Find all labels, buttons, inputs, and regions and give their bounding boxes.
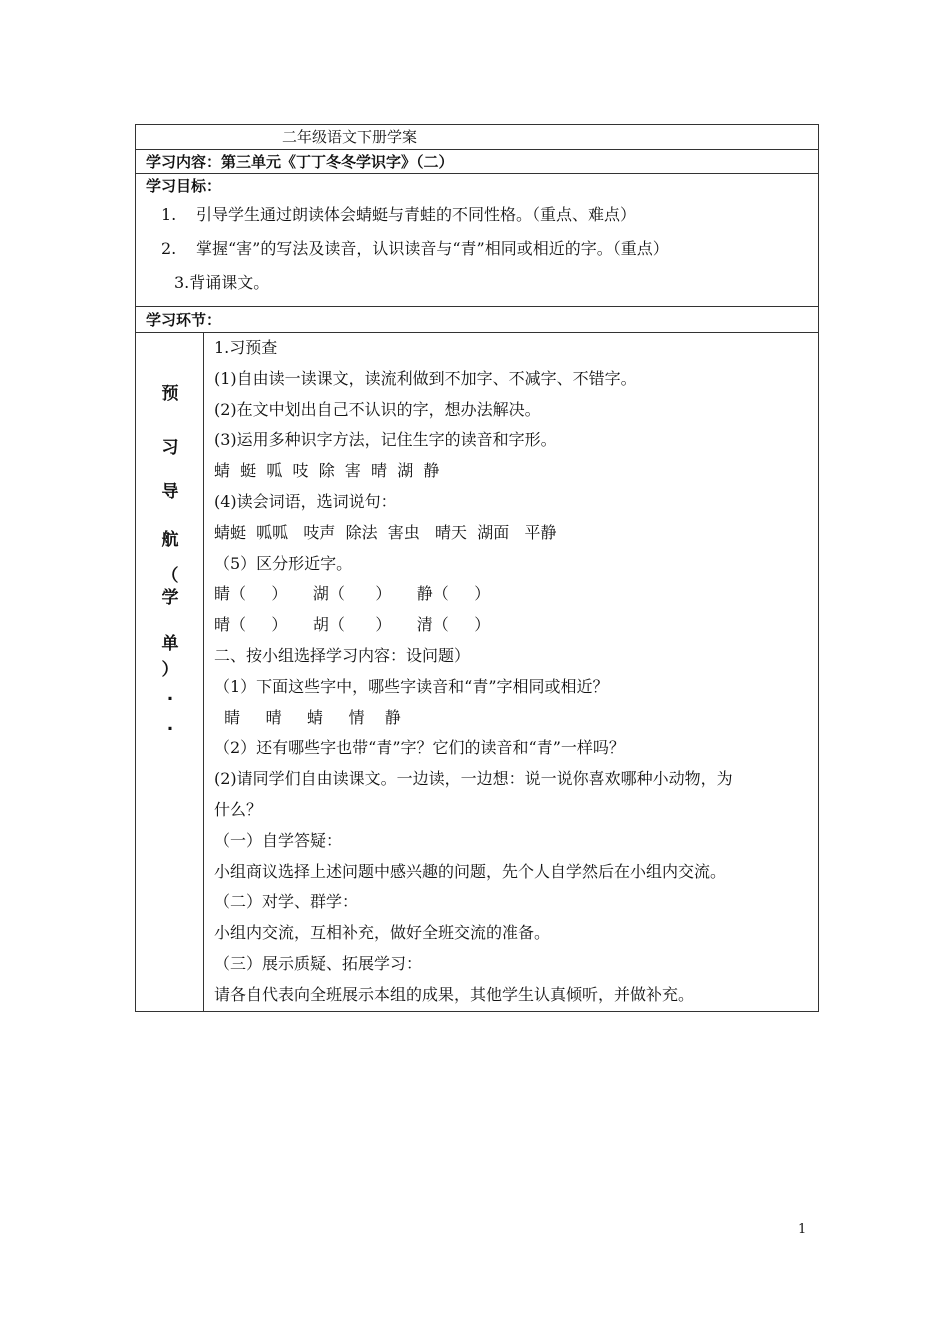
body-line: 晴（ ） 胡（ ） 清（ ） <box>214 615 491 635</box>
goal-text: 引导学生通过朗读体会蜻蜓与青蛙的不同性格。（重点、难点） <box>196 205 637 224</box>
body-line: 什么？ <box>214 799 263 819</box>
body-line: 小组商议选择上述问题中感兴趣的问题，先个人自学然后在小组内交流。 <box>214 861 727 881</box>
side-label-char: . <box>166 685 174 705</box>
goal-text: 掌握“害”的写法及读音，认识读音与“青”相同或相近的字。（重点） <box>196 239 669 258</box>
side-label-char: 单 <box>161 634 179 654</box>
goal-number: 1. <box>161 205 177 224</box>
steps-heading: 学习环节： <box>136 307 818 333</box>
side-label-char: 预 <box>161 384 179 404</box>
side-label <box>136 333 204 1011</box>
learning-content: 学习内容：第三单元《丁丁冬冬学识字》（二） <box>136 150 818 174</box>
body-line: （1）下面这些字中，哪些字读音和“青”字相同或相近？ <box>214 676 609 696</box>
body-line: （二）对学、群学： <box>214 892 359 912</box>
body-line: 蜻蜓 呱呱 吱声 除法 害虫 晴天 湖面 平静 <box>214 522 557 542</box>
goal-item <box>146 266 808 300</box>
body-line: (2)在文中划出自己不认识的字，想办法解决。 <box>214 399 541 419</box>
body-line: 小组内交流，互相补充，做好全班交流的准备。 <box>214 923 551 943</box>
body-line: 二、按小组选择学习内容：设问题） <box>214 645 471 665</box>
body-line: (3)运用多种识字方法，记住生字的读音和字形。 <box>214 430 557 450</box>
goal-item <box>146 198 808 232</box>
steps-body <box>204 333 818 1011</box>
body-line: （一）自学答疑： <box>214 830 343 850</box>
side-label-char: 航 <box>161 530 179 550</box>
side-label-char: 习 <box>161 438 179 458</box>
goal-number: 2. <box>161 239 177 258</box>
goals-heading: 学习目标： <box>146 177 222 195</box>
lesson-plan-table <box>135 124 819 1012</box>
body-line: 1.习预查 <box>214 338 278 357</box>
side-label-char: （ <box>161 566 179 586</box>
body-line: (4)读会词语，选词说句： <box>214 491 397 511</box>
body-line: （5）区分形近字。 <box>214 553 353 573</box>
side-label-char: 导 <box>161 482 179 502</box>
document-title: 二年级语文下册学案 <box>136 125 818 150</box>
page-number: 1 <box>798 1222 807 1237</box>
body-line: (1)自由读一读课文，读流利做到不加字、不减字、不错字。 <box>214 368 637 388</box>
body-line: (2)请同学们自由读课文。一边读，一边想：说一说你喜欢哪种小动物，为 <box>214 769 733 789</box>
goal-item <box>146 232 808 266</box>
body-line: 请各自代表向全班展示本组的成果，其他学生认真倾听，并做补充。 <box>214 984 695 1004</box>
side-label-char: . <box>166 715 174 735</box>
body-line: （2）还有哪些字也带“青”字？它们的读音和“青”一样吗？ <box>214 738 625 758</box>
side-label-char: ） <box>161 660 179 680</box>
body-line: 蜻 蜓 呱 吱 除 害 晴 湖 静 <box>214 461 440 481</box>
body-line: （三）展示质疑、拓展学习： <box>214 953 423 973</box>
steps-section <box>136 333 818 1011</box>
body-line: 睛 晴 蜻 情 静 <box>214 707 401 727</box>
goal-text: 3.背诵课文。 <box>174 273 270 292</box>
body-line: 睛（ ） 湖（ ） 静（ ） <box>214 584 491 604</box>
side-label-char: 学 <box>161 588 179 608</box>
learning-goals <box>136 174 818 307</box>
